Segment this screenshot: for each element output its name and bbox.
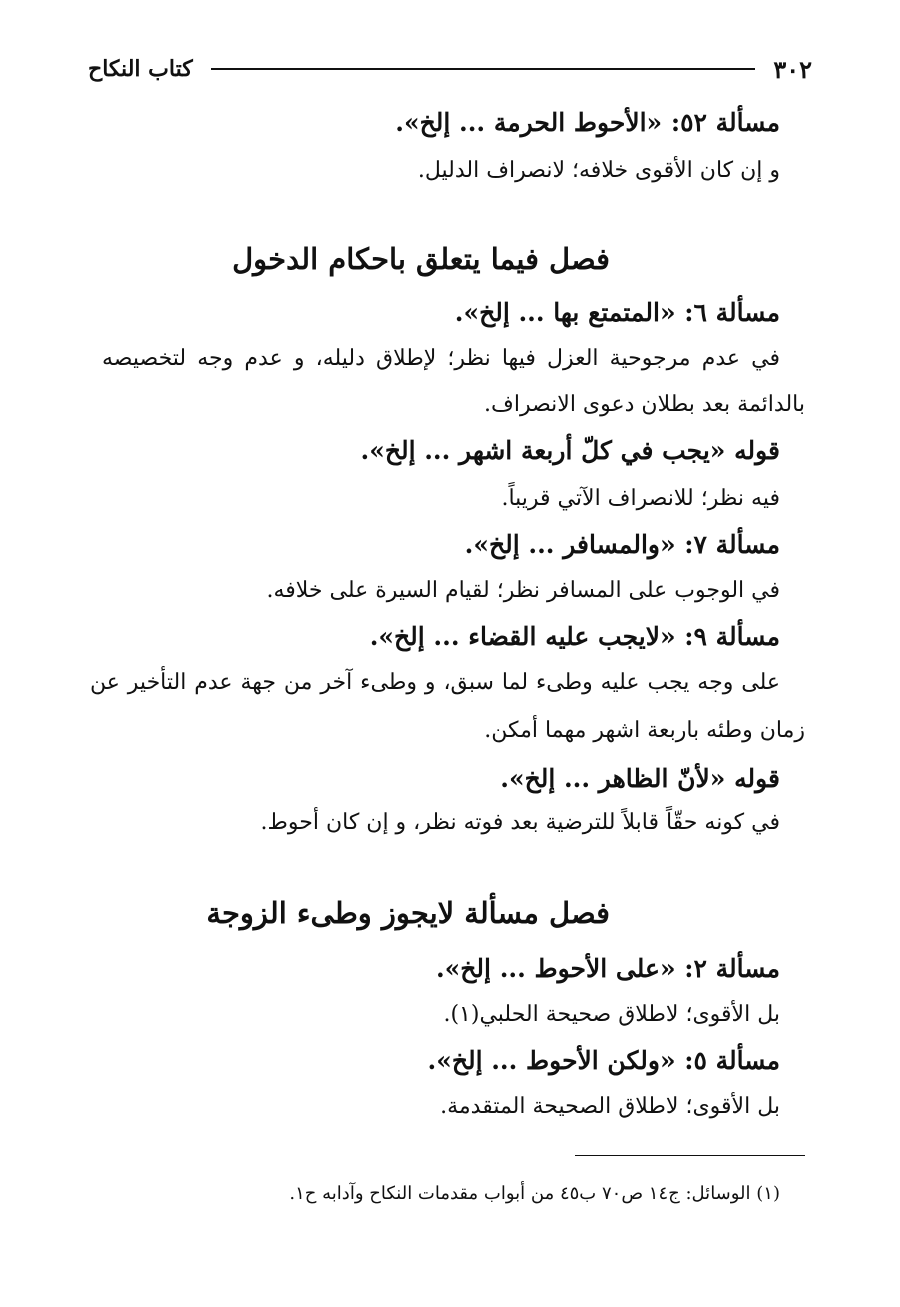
issue-heading: مسألة ٥٢: «الأحوط الحرمة ... إلخ». xyxy=(395,108,780,137)
issue-heading: مسألة ٧: «والمسافر ... إلخ». xyxy=(464,530,780,559)
paragraph-line: بل الأقوى؛ لاطلاق الصحيحة المتقدمة. xyxy=(440,1094,780,1119)
issue-heading: مسألة ٦: «المتمتع بها ... إلخ». xyxy=(454,298,780,327)
header-rule xyxy=(211,68,756,70)
paragraph-line: و إن كان الأقوى خلافه؛ لانصراف الدليل. xyxy=(417,158,780,183)
paragraph-line: في كونه حقّاً قابلاً للترضية بعد فوته نظر، و إن كان أحوط. xyxy=(260,810,780,835)
issue-heading: مسألة ٩: «لايجب عليه القضاء ... إلخ». xyxy=(369,622,780,651)
paragraph-line: زمان وطئه باربعة اشهر مهما أمكن. xyxy=(484,718,805,743)
section-heading: فصل فيما يتعلق باحكام الدخول xyxy=(232,242,610,276)
paragraph-line: في الوجوب على المسافر نظر؛ لقيام السيرة على خلافه. xyxy=(266,578,780,603)
section-heading: فصل مسألة لايجوز وطىء الزوجة xyxy=(206,896,610,930)
paragraph-line: بالدائمة بعد بطلان دعوى الانصراف. xyxy=(484,392,805,417)
page-header xyxy=(88,52,812,86)
footnote: (١) الوسائل: ج١٤ ص٧٠ ب٤٥ من أبواب مقدمات النكاح وآدابه ح١. xyxy=(289,1183,780,1204)
running-title: كتاب النكاح xyxy=(88,56,193,82)
paragraph-line: فيه نظر؛ للانصراف الآتي قريباً. xyxy=(501,486,780,511)
footnote-separator xyxy=(575,1155,805,1156)
issue-heading: مسألة ٥: «ولكن الأحوط ... إلخ». xyxy=(427,1046,780,1075)
issue-heading: قوله «يجب في كلّ أربعة اشهر ... إلخ». xyxy=(360,436,780,465)
issue-heading: مسألة ٢: «على الأحوط ... إلخ». xyxy=(435,954,780,983)
paragraph-line: في عدم مرجوحية العزل فيها نظر؛ لإطلاق دليله، و عدم وجه لتخصيصه xyxy=(102,346,780,371)
paragraph-line: على وجه يجب عليه وطىء لما سبق، و وطىء آخر من جهة عدم التأخير عن xyxy=(90,670,780,695)
issue-heading: قوله «لأنّ الظاهر ... إلخ». xyxy=(500,764,780,793)
paragraph-line: بل الأقوى؛ لاطلاق صحيحة الحلبي(١). xyxy=(443,1002,780,1027)
page-number: ٣٠٢ xyxy=(773,54,812,84)
